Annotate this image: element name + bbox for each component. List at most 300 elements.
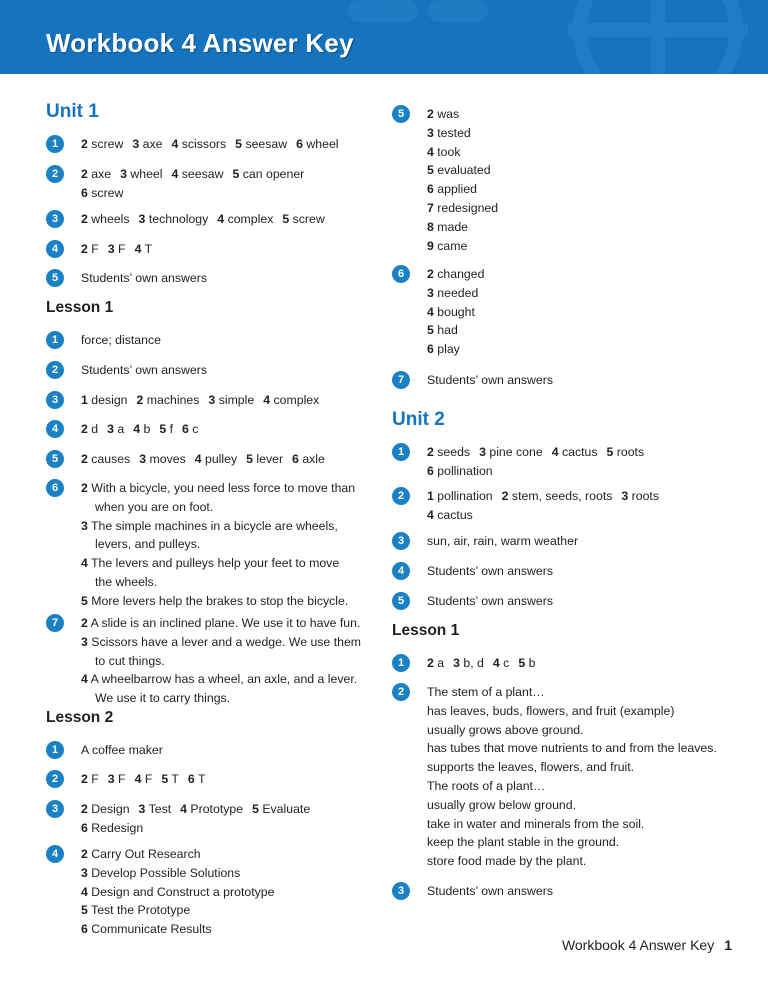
answer-text: pollination xyxy=(437,463,493,478)
answer-number: 5 xyxy=(81,593,88,608)
answer-number: 2 xyxy=(81,212,88,226)
answer-part xyxy=(108,242,126,256)
answer-number: 6 xyxy=(427,463,434,478)
page-number: 1 xyxy=(724,937,732,953)
answer-text: bought xyxy=(437,304,475,319)
answer-number: 5 xyxy=(282,212,290,226)
answer-number: 4 xyxy=(171,137,179,151)
answer-part xyxy=(139,452,185,466)
answer-item xyxy=(46,135,348,154)
question-number-badge: 2 xyxy=(392,487,410,505)
lesson-heading: Lesson 2 xyxy=(46,709,114,726)
answer-number: 2 xyxy=(427,656,434,670)
question-number-badge: 5 xyxy=(392,105,410,123)
answer-text: applied xyxy=(437,182,477,197)
question-number-badge: 6 xyxy=(46,479,64,497)
answer-line xyxy=(427,443,653,462)
answer-text: wheels xyxy=(91,212,130,226)
answer-part xyxy=(81,137,123,151)
answer-number: 5 xyxy=(159,422,167,436)
answer-number: 4 xyxy=(217,212,225,226)
answer-part xyxy=(453,656,484,670)
answer-part xyxy=(427,656,444,670)
answer-number: 2 xyxy=(81,452,88,466)
answer-item xyxy=(46,614,361,708)
answer-line xyxy=(81,901,274,920)
answer-block xyxy=(81,240,161,259)
question-number-badge: 4 xyxy=(46,240,64,258)
answer-block xyxy=(81,361,207,380)
answer-item xyxy=(392,882,553,901)
question-number-badge: 5 xyxy=(392,592,410,610)
answer-line xyxy=(81,135,348,154)
answer-line xyxy=(81,391,328,410)
question-number-badge: 1 xyxy=(46,135,64,153)
answer-number: 6 xyxy=(81,185,88,200)
question-number-badge: 3 xyxy=(46,800,64,818)
answer-line xyxy=(427,124,498,143)
answer-block xyxy=(81,770,214,789)
answer-text: moves xyxy=(149,452,186,466)
answer-line xyxy=(81,845,274,864)
answer-item xyxy=(46,361,207,380)
answer-part xyxy=(161,772,179,786)
question-number-badge: 5 xyxy=(46,450,64,468)
answer-number: 2 xyxy=(81,772,88,786)
answer-part xyxy=(159,422,173,436)
question-number-badge: 4 xyxy=(46,420,64,438)
answer-line xyxy=(81,517,355,536)
answer-line xyxy=(427,199,498,218)
answer-text: A slide is an inclined plane. We use it to have fun. xyxy=(90,616,361,630)
answer-line: The roots of a plant… xyxy=(427,778,546,793)
answer-number: 2 xyxy=(81,167,88,181)
lesson-heading: Lesson 1 xyxy=(392,622,460,639)
answer-number: 4 xyxy=(81,672,88,687)
answer-item xyxy=(392,443,653,481)
answer-line xyxy=(81,652,361,671)
answer-text: screw xyxy=(91,137,124,151)
answer-block xyxy=(427,487,668,525)
answer-text: took xyxy=(437,144,461,159)
answer-number: 5 xyxy=(161,772,169,786)
answer-number: 6 xyxy=(182,422,189,436)
answer-text: f xyxy=(169,422,174,436)
answer-number: 5 xyxy=(427,163,434,178)
answer-number: 5 xyxy=(235,137,243,151)
answer-text: T xyxy=(171,772,179,786)
answer-line: sun, air, rain, warm weather xyxy=(427,534,579,548)
answer-line: Students’ own answers xyxy=(81,363,207,377)
answer-text: cactus xyxy=(561,445,598,459)
answer-line: A coffee maker xyxy=(81,743,163,757)
question-number-badge: 3 xyxy=(46,391,64,409)
answer-block xyxy=(81,741,163,760)
answer-number: 2 xyxy=(81,802,88,816)
answer-part xyxy=(171,137,226,151)
decorative-globe-icon xyxy=(328,0,768,74)
answer-number: 4 xyxy=(133,422,141,436)
answer-number: 3 xyxy=(81,865,88,880)
answer-line xyxy=(427,487,668,506)
answer-line: supports the leaves, flowers, and fruit. xyxy=(427,760,635,775)
answer-line: has tubes that move nutrients to and from the leaves. xyxy=(427,741,717,756)
answer-block xyxy=(427,532,578,551)
answer-number: 6 xyxy=(427,342,434,357)
answer-text: Redesign xyxy=(91,820,144,835)
answer-text: We use it to carry things. xyxy=(95,691,231,706)
answer-line: Students’ own answers xyxy=(427,594,553,608)
answer-item xyxy=(46,770,214,789)
answer-number: 2 xyxy=(136,393,144,407)
answer-block xyxy=(81,269,207,288)
answer-part xyxy=(246,452,283,466)
answer-line xyxy=(427,237,498,256)
answer-line xyxy=(427,462,653,481)
answer-number: 1 xyxy=(427,489,434,503)
answer-number: 4 xyxy=(134,772,142,786)
answer-number: 4 xyxy=(194,452,202,466)
answer-number: 6 xyxy=(81,922,88,937)
answer-line xyxy=(81,920,274,939)
answer-number: 3 xyxy=(107,772,115,786)
answer-number: 4 xyxy=(427,304,434,319)
answer-line: Students’ own answers xyxy=(427,564,553,578)
answer-number: 9 xyxy=(427,238,434,253)
answer-text: design xyxy=(91,393,128,407)
answer-item xyxy=(46,269,207,288)
answer-block xyxy=(427,562,553,581)
answer-line xyxy=(81,240,161,259)
answer-part xyxy=(232,167,304,181)
answer-item xyxy=(46,240,161,259)
answer-text: when you are on foot. xyxy=(95,499,214,514)
answer-text: Test xyxy=(148,802,172,816)
answer-block xyxy=(81,165,313,203)
answer-number: 5 xyxy=(427,323,434,338)
answer-line xyxy=(81,819,319,838)
answer-part xyxy=(427,445,470,459)
answer-block xyxy=(81,845,274,939)
page-footer xyxy=(562,937,732,953)
answer-number: 4 xyxy=(263,393,271,407)
answer-block xyxy=(81,420,207,439)
question-number-badge: 3 xyxy=(46,210,64,228)
answer-text: c xyxy=(503,656,510,670)
answer-text: The levers and pulleys help your feet to move xyxy=(91,556,340,571)
answer-number: 3 xyxy=(132,137,140,151)
answer-item xyxy=(46,845,274,939)
answer-item xyxy=(392,592,553,611)
question-number-badge: 1 xyxy=(392,654,410,672)
answer-text: had xyxy=(437,323,458,338)
answer-number: 3 xyxy=(427,125,434,140)
answer-number: 4 xyxy=(134,242,142,256)
answer-number: 3 xyxy=(81,634,88,649)
answer-text: roots xyxy=(631,489,659,503)
answer-text: Develop Possible Solutions xyxy=(91,865,241,880)
answer-line xyxy=(427,143,498,162)
answer-part xyxy=(81,452,130,466)
answer-line xyxy=(81,689,361,708)
answer-number: 3 xyxy=(107,422,114,436)
answer-item xyxy=(46,331,161,350)
answer-part xyxy=(172,167,224,181)
answer-item xyxy=(392,654,544,673)
answer-item xyxy=(46,800,319,838)
answer-part xyxy=(292,452,325,466)
answer-line xyxy=(81,633,361,652)
answer-text: roots xyxy=(616,445,645,459)
question-number-badge: 1 xyxy=(392,443,410,461)
answer-line xyxy=(81,535,355,554)
answer-number: 3 xyxy=(107,242,115,256)
answer-part xyxy=(427,508,473,522)
unit-heading: Unit 1 xyxy=(46,101,99,122)
answer-text: changed xyxy=(437,267,485,281)
answer-part xyxy=(180,802,243,816)
answer-part xyxy=(81,393,128,407)
answer-part xyxy=(208,393,254,407)
answer-block xyxy=(81,391,328,410)
answer-text: needed xyxy=(437,285,479,300)
answer-line xyxy=(427,180,498,199)
answer-number: 2 xyxy=(427,107,434,121)
answer-text: scissors xyxy=(181,137,227,151)
answer-text: Scissors have a lever and a wedge. We use them xyxy=(91,634,362,649)
answer-line xyxy=(427,506,668,525)
answer-number: 3 xyxy=(621,489,629,503)
answer-text: causes xyxy=(91,452,131,466)
answer-line xyxy=(427,321,484,340)
answer-number: 3 xyxy=(453,656,460,670)
answer-line: usually grows above ground. xyxy=(427,722,584,737)
answer-line xyxy=(81,184,313,203)
answer-text: play xyxy=(437,342,460,357)
answer-part xyxy=(107,422,124,436)
answer-number: 4 xyxy=(492,656,500,670)
answer-item xyxy=(46,450,334,469)
answer-part xyxy=(81,422,98,436)
answer-text: the wheels. xyxy=(95,574,158,589)
answer-part xyxy=(427,489,493,503)
answer-part xyxy=(81,212,130,226)
answer-text: screw xyxy=(91,185,124,200)
answer-line: Students’ own answers xyxy=(81,271,207,285)
answer-line: has leaves, buds, flowers, and fruit (example) xyxy=(427,703,675,718)
answer-text: can opener xyxy=(242,167,305,181)
answer-text: F xyxy=(144,772,153,786)
answer-text: complex xyxy=(273,393,320,407)
footer-label: Workbook 4 Answer Key xyxy=(561,937,715,953)
answer-line xyxy=(427,218,498,237)
answer-number: 2 xyxy=(81,481,88,495)
answer-part xyxy=(195,452,237,466)
answer-number: 5 xyxy=(606,445,614,459)
answer-number: 4 xyxy=(81,556,88,571)
question-number-badge: 1 xyxy=(46,741,64,759)
answer-line xyxy=(81,498,355,517)
answer-text: A wheelbarrow has a wheel, an axle, and a lever. xyxy=(90,672,358,687)
answer-line: usually grow below ground. xyxy=(427,797,577,812)
answer-number: 5 xyxy=(252,802,259,816)
answer-item xyxy=(46,420,207,439)
answer-text: seesaw xyxy=(245,137,288,151)
answer-number: 6 xyxy=(296,137,303,151)
answer-text: pine cone xyxy=(489,445,543,459)
answer-part xyxy=(217,212,273,226)
answer-number: 3 xyxy=(208,393,216,407)
answer-text: a xyxy=(117,422,125,436)
answer-block xyxy=(81,479,355,611)
answer-number: 2 xyxy=(81,242,88,256)
answer-text: made xyxy=(437,219,469,234)
answer-part xyxy=(132,137,162,151)
answer-line xyxy=(81,864,274,883)
answer-line xyxy=(427,265,484,284)
answer-number: 2 xyxy=(427,445,434,459)
answer-text: seeds xyxy=(437,445,471,459)
answer-text: F xyxy=(118,772,126,786)
answer-number: 5 xyxy=(518,656,526,670)
page-title: Workbook 4 Answer Key xyxy=(46,28,354,58)
answer-part xyxy=(137,393,200,407)
answer-text: c xyxy=(192,422,199,436)
question-number-badge: 7 xyxy=(46,614,64,632)
answer-number: 4 xyxy=(427,507,434,522)
answer-line: The stem of a plant… xyxy=(427,685,545,699)
answer-number: 3 xyxy=(81,518,88,533)
answer-number: 5 xyxy=(81,903,88,918)
answer-text: b, d xyxy=(463,656,484,670)
answer-line xyxy=(81,800,319,819)
answer-line xyxy=(427,284,484,303)
answer-line xyxy=(81,670,361,689)
answer-item xyxy=(392,487,668,525)
answer-number: 3 xyxy=(139,452,147,466)
answer-number: 2 xyxy=(81,847,88,861)
answer-item xyxy=(46,741,163,760)
answer-text: redesigned xyxy=(437,200,499,215)
answer-number: 3 xyxy=(138,212,146,226)
answer-line xyxy=(81,883,274,902)
answer-item xyxy=(392,683,717,871)
answer-text: Design and Construct a prototype xyxy=(91,884,275,899)
answer-text: pollination xyxy=(437,489,493,503)
question-number-badge: 4 xyxy=(392,562,410,580)
answer-line: keep the plant stable in the ground. xyxy=(427,835,620,850)
answer-number: 2 xyxy=(501,489,509,503)
answer-text: came xyxy=(437,238,468,253)
answer-part xyxy=(479,445,543,459)
question-number-badge: 2 xyxy=(46,361,64,379)
answer-text: T xyxy=(197,772,206,786)
answer-line xyxy=(427,340,484,359)
answer-block xyxy=(81,450,334,469)
answer-part xyxy=(296,137,338,151)
answer-item xyxy=(392,562,553,581)
answer-line xyxy=(81,450,334,469)
answer-part xyxy=(518,656,535,670)
answer-number: 2 xyxy=(427,267,434,281)
answer-part xyxy=(135,242,153,256)
answer-part xyxy=(133,422,150,436)
answer-text: With a bicycle, you need less force to move than xyxy=(91,481,356,495)
answer-line xyxy=(81,210,334,229)
answer-line: store food made by the plant. xyxy=(427,854,587,869)
answer-text: b xyxy=(528,656,536,670)
answer-text: complex xyxy=(227,212,274,226)
answer-part xyxy=(81,821,143,835)
answer-text: T xyxy=(144,242,153,256)
answer-text: F xyxy=(91,772,99,786)
answer-part xyxy=(621,489,659,503)
answer-text: Test the Prototype xyxy=(91,903,191,918)
answer-line xyxy=(81,479,355,498)
answer-part xyxy=(282,212,324,226)
answer-line xyxy=(427,105,498,124)
answer-text: Prototype xyxy=(190,802,244,816)
answer-block xyxy=(81,135,348,154)
answer-item xyxy=(46,479,355,611)
answer-text: to cut things. xyxy=(95,653,165,668)
answer-line xyxy=(81,614,361,633)
answer-block xyxy=(427,443,653,481)
answer-part xyxy=(81,772,99,786)
unit-heading: Unit 2 xyxy=(392,409,445,430)
answer-text: evaluated xyxy=(437,163,491,178)
question-number-badge: 1 xyxy=(46,331,64,349)
answer-number: 3 xyxy=(479,445,486,459)
answer-text: screw xyxy=(292,212,325,226)
answer-part xyxy=(263,393,319,407)
answer-line xyxy=(81,165,313,184)
answer-number: 7 xyxy=(427,200,434,215)
answer-number: 3 xyxy=(138,802,146,816)
answer-number: 1 xyxy=(81,393,88,407)
answer-part xyxy=(81,167,111,181)
question-number-badge: 2 xyxy=(392,683,410,701)
answer-item xyxy=(392,265,484,359)
answer-part xyxy=(502,489,613,503)
answer-line xyxy=(81,770,214,789)
answer-part xyxy=(552,445,598,459)
answer-text: simple xyxy=(218,393,255,407)
answer-text: lever xyxy=(256,452,284,466)
answer-block xyxy=(427,371,553,390)
answer-text: wheel xyxy=(306,137,339,151)
answer-part xyxy=(235,137,287,151)
answer-block xyxy=(81,614,361,708)
answer-block xyxy=(427,882,553,901)
answer-number: 3 xyxy=(120,167,127,181)
answer-number: 5 xyxy=(232,167,240,181)
answer-text: Design xyxy=(91,802,130,816)
question-number-badge: 5 xyxy=(46,269,64,287)
answer-block xyxy=(427,592,553,611)
answer-item xyxy=(392,371,553,390)
answer-part xyxy=(427,464,493,478)
answer-number: 6 xyxy=(81,820,88,835)
answer-item xyxy=(46,210,334,229)
answer-number: 6 xyxy=(187,772,195,786)
answer-text: wheel xyxy=(130,167,163,181)
question-number-badge: 6 xyxy=(392,265,410,283)
answer-part xyxy=(135,772,153,786)
answer-text: stem, seeds, roots xyxy=(511,489,613,503)
answer-number: 6 xyxy=(427,182,434,197)
answer-number: 2 xyxy=(81,137,88,151)
